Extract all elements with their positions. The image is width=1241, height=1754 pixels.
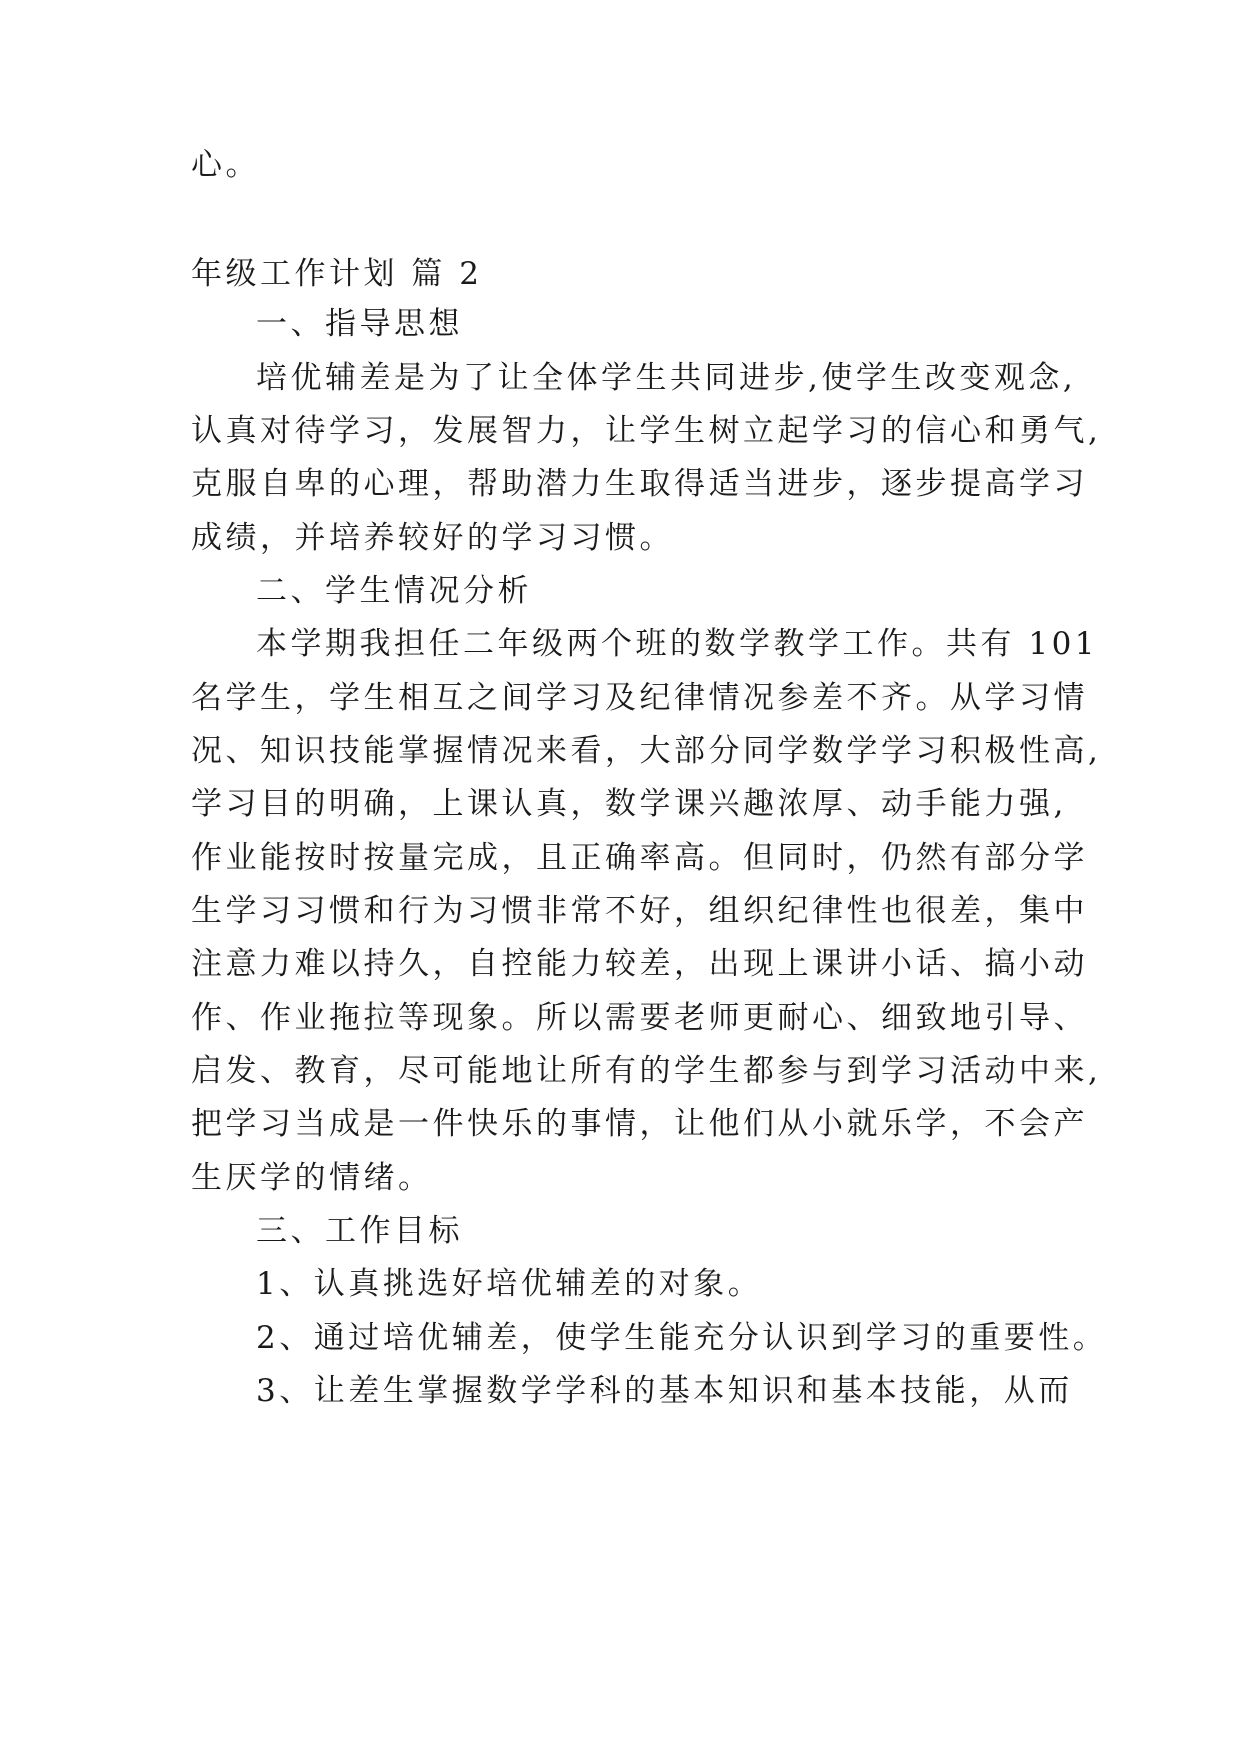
heading-student-analysis: 二、学生情况分析 [256, 573, 532, 609]
paragraph-line: 把学习当成是一件快乐的事情，让他们从小就乐学，不会产 [191, 1106, 1088, 1142]
paragraph-line: 况、知识技能掌握情况来看，大部分同学数学学习积极性高, [191, 733, 1102, 769]
paragraph-line: 培优辅差是为了让全体学生共同进步,使学生改变观念, [256, 360, 1077, 396]
paragraph-line: 名学生，学生相互之间学习及纪律情况参差不齐。从学习情 [191, 680, 1088, 716]
paragraph-line: 成绩，并培养较好的学习习惯。 [191, 520, 674, 556]
paragraph-line: 作、作业拖拉等现象。所以需要老师更耐心、细致地引导、 [191, 1000, 1088, 1036]
list-item: 2、通过培优辅差，使学生能充分认识到学习的重要性。 [256, 1320, 1108, 1356]
paragraph-line: 生学习习惯和行为习惯非常不好，组织纪律性也很差，集中 [191, 893, 1088, 929]
paragraph-line: 注意力难以持久，自控能力较差，出现上课讲小话、搞小动 [191, 946, 1088, 982]
paragraph-line: 本学期我担任二年级两个班的数学教学工作。共有 101 [256, 626, 1099, 662]
list-item: 1、认真挑选好培优辅差的对象。 [256, 1266, 763, 1302]
paragraph-line: 克服自卑的心理，帮助潜力生取得适当进步，逐步提高学习 [191, 466, 1088, 502]
paragraph-line: 认真对待学习，发展智力，让学生树立起学习的信心和勇气, [191, 413, 1102, 449]
paragraph-line: 学习目的明确，上课认真，数学课兴趣浓厚、动手能力强, [191, 786, 1067, 822]
text-line-continuation: 心。 [191, 147, 260, 183]
paragraph-line: 启发、教育，尽可能地让所有的学生都参与到学习活动中来, [191, 1053, 1102, 1089]
list-item: 3、让差生掌握数学学科的基本知识和基本技能，从而 [256, 1373, 1073, 1409]
paragraph-line: 生厌学的情绪。 [191, 1160, 433, 1196]
section-title: 年级工作计划 篇 2 [191, 256, 483, 292]
paragraph-line: 作业能按时按量完成，且正确率高。但同时，仍然有部分学 [191, 840, 1088, 876]
heading-work-goals: 三、工作目标 [256, 1213, 463, 1249]
heading-guiding-ideology: 一、指导思想 [256, 306, 463, 342]
